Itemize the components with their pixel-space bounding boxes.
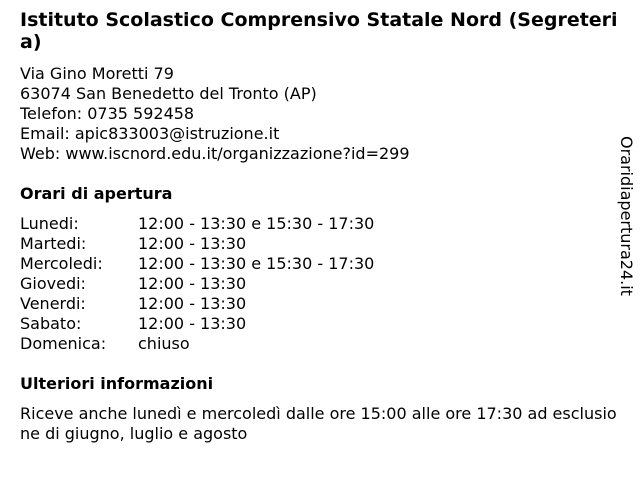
- hours-row-wednesday: [20, 254, 580, 274]
- additional-info-heading: Ulteriori informazioni: [20, 374, 214, 393]
- phone-number: Telefon: 0735 592458: [20, 104, 195, 123]
- time-value: 12:00 - 13:30: [138, 294, 247, 313]
- hours-row-sunday: [20, 334, 580, 354]
- day-label: Domenica:: [20, 334, 107, 353]
- day-label: Sabato:: [20, 314, 82, 333]
- email-address: Email: apic833003@istruzione.it: [20, 124, 280, 143]
- time-value: 12:00 - 13:30: [138, 274, 247, 293]
- hours-row-tuesday: [20, 234, 580, 254]
- day-label: Mercoledi:: [20, 254, 103, 273]
- address-block: [20, 64, 600, 164]
- day-label: Giovedi:: [20, 274, 86, 293]
- time-value: 12:00 - 13:30: [138, 314, 247, 333]
- hours-row-monday: [20, 214, 580, 234]
- website-address: Web: www.iscnord.edu.it/organizzazione?id=299: [20, 144, 410, 163]
- day-label: Lunedi:: [20, 214, 79, 233]
- time-value: 12:00 - 13:30 e 15:30 - 17:30: [138, 214, 375, 233]
- opening-hours-heading: Orari di apertura: [20, 184, 173, 203]
- hours-row-saturday: [20, 314, 580, 334]
- additional-info-text: Riceve anche lunedì e mercoledì dalle ore 15:00 alle ore 17:30 ad esclusione di giugno, luglio e agosto: [20, 404, 617, 443]
- page-title: Istituto Scolastico Comprensivo Statale Nord (Segreteria): [20, 9, 618, 53]
- site-watermark: Oraridiapertura24.it: [617, 136, 636, 296]
- city-address: 63074 San Benedetto del Tronto (AP): [20, 84, 317, 103]
- time-value: 12:00 - 13:30 e 15:30 - 17:30: [138, 254, 375, 273]
- opening-hours-table: [20, 214, 580, 354]
- day-label: Venerdi:: [20, 294, 86, 313]
- day-label: Martedi:: [20, 234, 87, 253]
- time-value: 12:00 - 13:30: [138, 234, 247, 253]
- street-address: Via Gino Moretti 79: [20, 64, 174, 83]
- time-value: chiuso: [138, 334, 190, 353]
- hours-row-thursday: [20, 274, 580, 294]
- hours-row-friday: [20, 294, 580, 314]
